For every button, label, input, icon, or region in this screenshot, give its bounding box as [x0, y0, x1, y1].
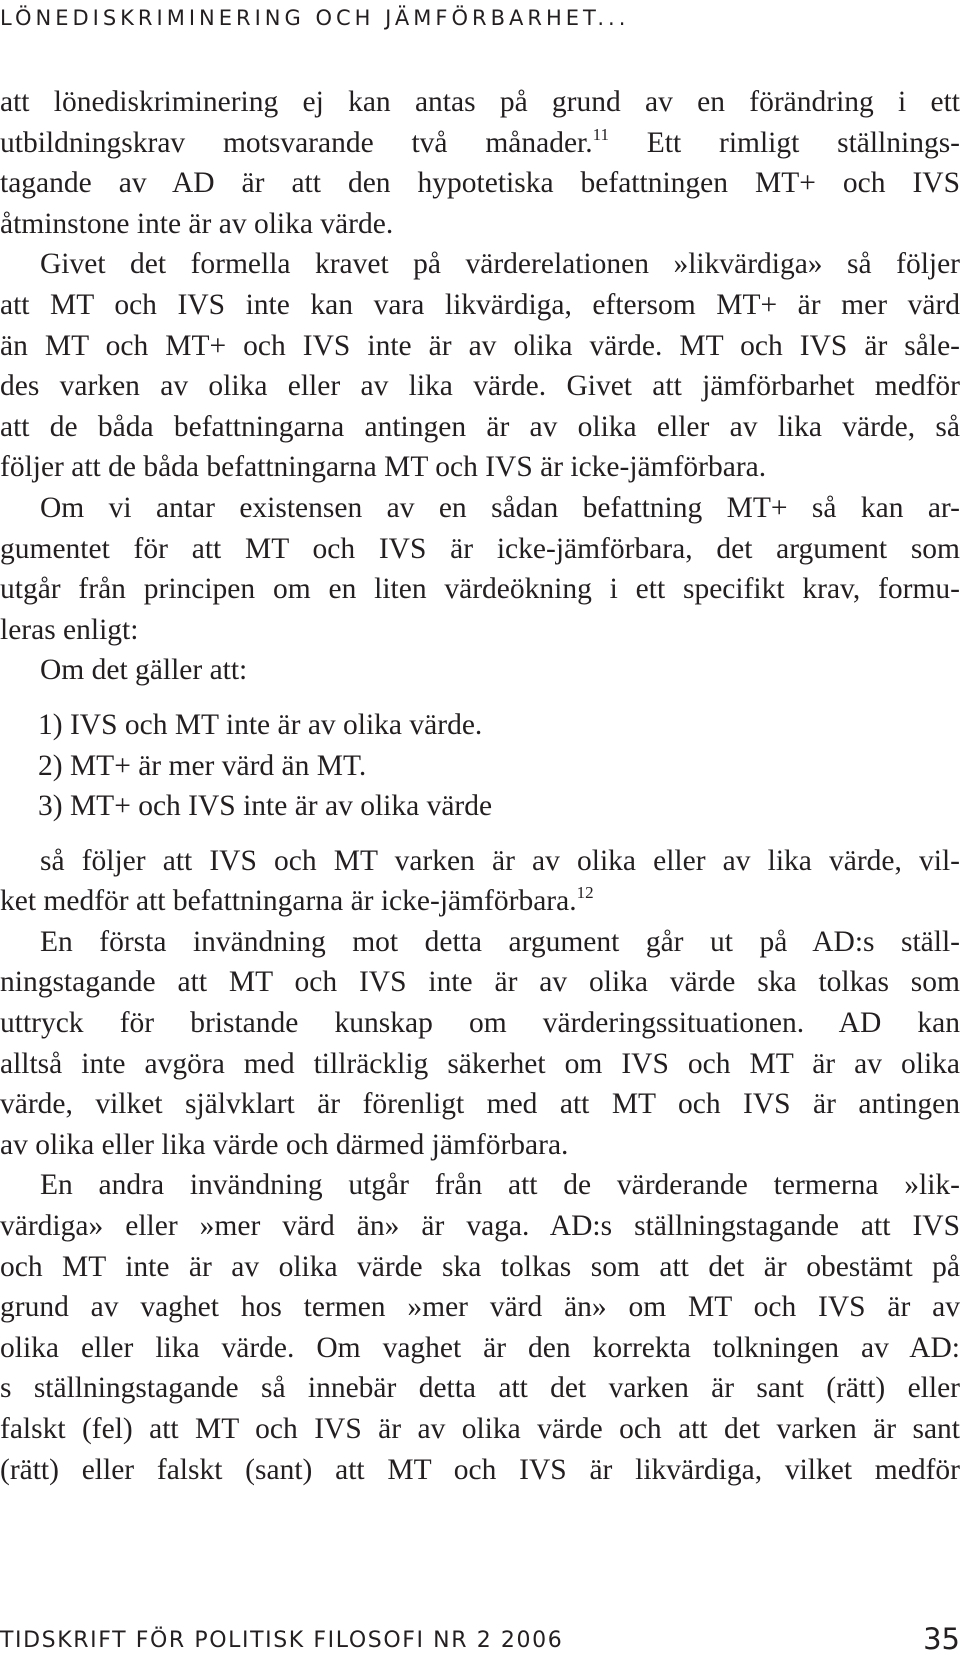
text-line: och MT inte är av olika värde ska tolkas som att det är obestämt på [0, 1250, 960, 1283]
text-line: grund av vaghet hos termen »mer värd än» om MT och IVS är av [0, 1291, 960, 1324]
text-line: att de båda befattningarna antingen är av olika eller av lika värde, så [0, 410, 960, 443]
text-line: s ställningstagande så innebär detta att det varken är sant (rätt) eller [0, 1372, 960, 1405]
text-line: så följer att IVS och MT varken är av olika eller av lika värde, vil- [40, 844, 960, 877]
body-text [0, 82, 960, 1490]
text-line: värdiga» eller »mer värd än» är vaga. AD:s ställningstagande att IVS [0, 1210, 960, 1243]
text-line: utbildningskrav motsvarande två månader.$^{11}$ Ett rimligt ställnings- [0, 124, 960, 159]
text-line: värde, vilket självklart är förenligt med att MT och IVS är antingen [0, 1088, 960, 1121]
text-line: att MT och IVS inte kan vara likvärdiga, eftersom MT+ är mer värd [0, 288, 960, 321]
page-number: 35 [923, 1622, 960, 1656]
text-line: ket medför att befattningarna är icke-jämförbara.$^{12}$ [0, 883, 594, 918]
footnote-ref: 11 [592, 124, 609, 144]
text-line: Om det gäller att: [40, 654, 248, 687]
list-item: 2) MT+ är mer värd än MT. [38, 749, 367, 782]
spacer [0, 827, 960, 841]
list-item: 1) IVS och MT inte är av olika värde. [38, 708, 483, 741]
text-line: gumentet för att MT och IVS är icke-jämförbara, det argument som [0, 532, 960, 565]
text-line: att lönediskriminering ej kan antas på grund av en förändring i ett [0, 86, 960, 118]
text-line: En första invändning mot detta argument går ut på AD:s ställ- [40, 925, 960, 958]
list-item: 3) MT+ och IVS inte är av olika värde [38, 790, 493, 823]
text-line: utgår från principen om en liten värdeökning i ett specifikt krav, formu- [0, 573, 960, 606]
running-head: LÖNEDISKRIMINERING OCH JÄMFÖRBARHET... [0, 6, 630, 30]
text-line: alltså inte avgöra med tillräcklig säkerhet om IVS och MT är av olika [0, 1047, 960, 1080]
text-line: uttryck för bristande kunskap om värderingssituationen. AD kan [0, 1007, 960, 1040]
journal-title: TIDSKRIFT FÖR POLITISK FILOSOFI NR 2 2006 [0, 1628, 564, 1653]
spacer [0, 691, 960, 705]
text-line: av olika eller lika värde och därmed jämförbara. [0, 1128, 569, 1161]
text-line: falskt (fel) att MT och IVS är av olika värde och att det varken är sant [0, 1413, 960, 1445]
text-line: Givet det formella kravet på värderelationen »likvärdiga» så följer [40, 248, 960, 281]
text-line: olika eller lika värde. Om vaghet är den korrekta tolkningen av AD: [0, 1331, 960, 1364]
text-line: än MT och MT+ och IVS inte är av olika värde. MT och IVS är såle- [0, 329, 960, 362]
text-line: tagande av AD är att den hypotetiska befattningen MT+ och IVS [0, 167, 960, 200]
text-line: (rätt) eller falskt (sant) att MT och IVS är likvärdiga, vilket medför [0, 1453, 960, 1486]
text-line: En andra invändning utgår från att de värderande termerna »lik- [40, 1169, 960, 1202]
text-line: Om vi antar existensen av en sådan befattning MT+ så kan ar- [40, 491, 960, 524]
text-line: des varken av olika eller av lika värde. Givet att jämförbarhet medför [0, 370, 960, 403]
text-line: följer att de båda befattningarna MT och IVS är icke-jämförbara. [0, 451, 767, 484]
text-line: ningstagande att MT och IVS inte är av olika värde ska tolkas som [0, 966, 960, 999]
text-line: leras enligt: [0, 613, 139, 646]
text-line: åtminstone inte är av olika värde. [0, 207, 394, 240]
footnote-ref: 12 [576, 883, 594, 903]
page-footer [0, 1618, 960, 1658]
